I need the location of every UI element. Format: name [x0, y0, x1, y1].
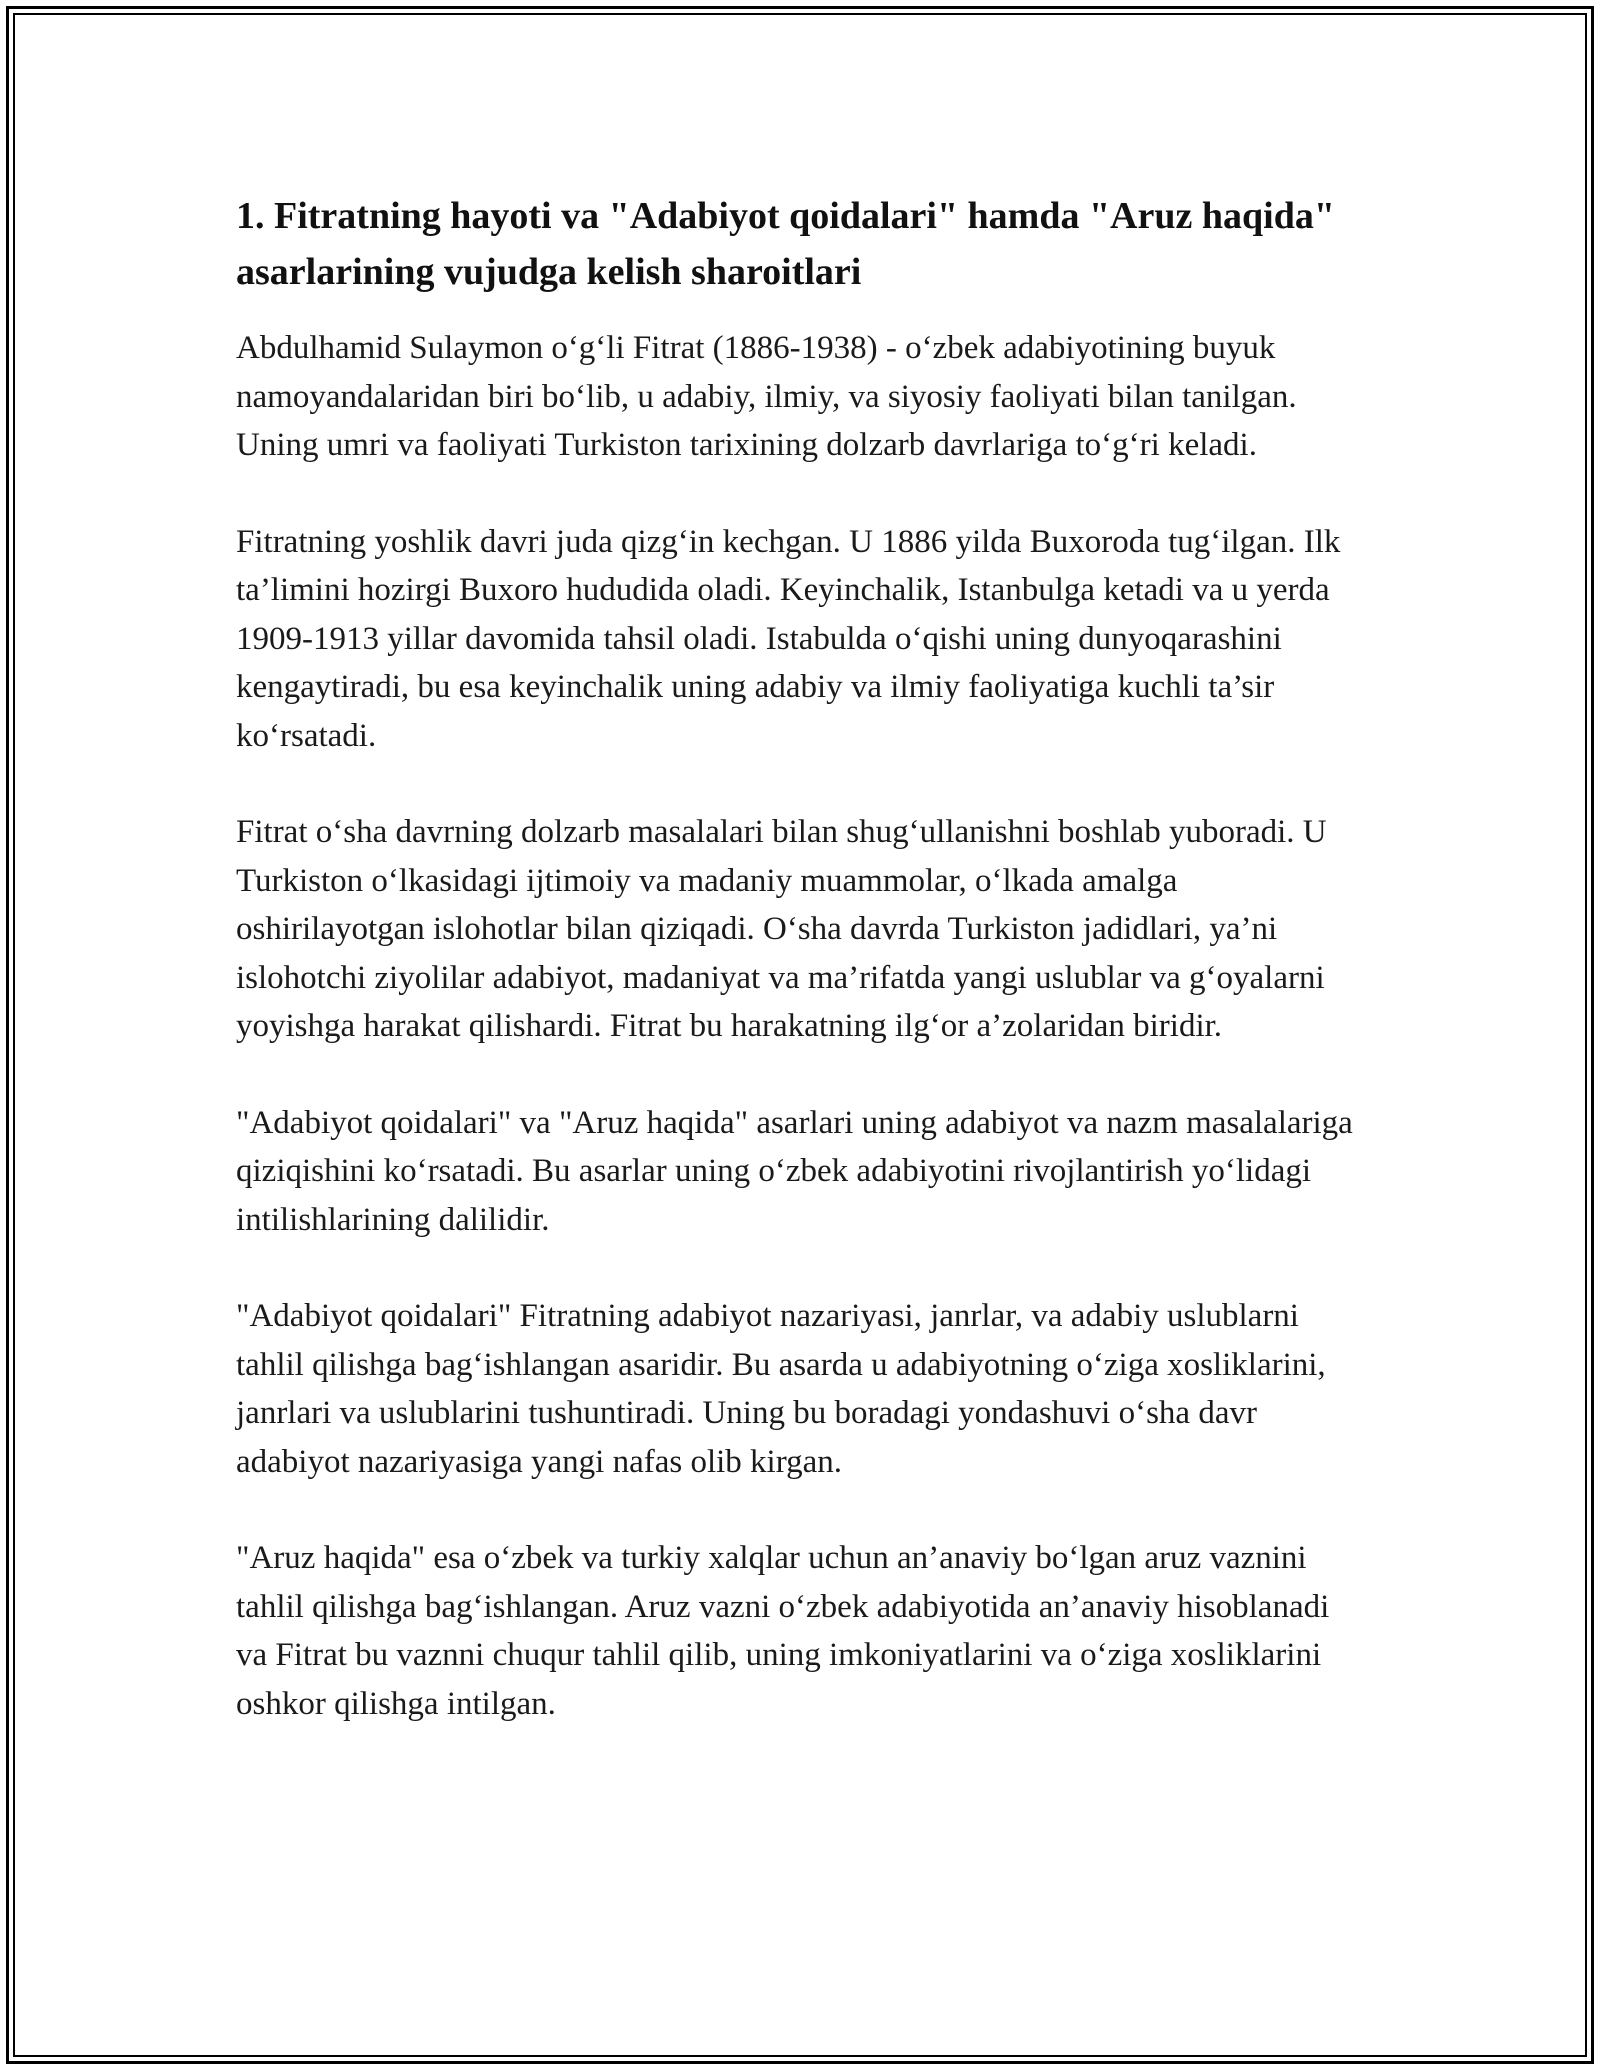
paragraph-6: "Aruz haqida" esa o‘zbek va turkiy xalqlar uchun an’anaviy bo‘lgan aruz vaznini tahlil qilishga bag‘ishlangan. Aruz vazni o‘zbek adabiyotida an’anaviy hisoblanadi va Fitrat bu vaznni chuqur tahlil qilib, uning imkoniyatlarini va o‘ziga xosliklarini oshkor qilishga intilgan. — [236, 1540, 1330, 1722]
paragraph-1: Abdulhamid Sulaymon o‘g‘li Fitrat (1886-1938) - o‘zbek adabiyotining buyuk namoyandalaridan biri bo‘lib, u adabiy, ilmiy, va siyosiy faoliyati bilan tanilgan. Uning umri va faoliyati Turkiston tarixining dolzarb davrlariga to‘g‘ri keladi. — [236, 330, 1297, 463]
section-heading: 1. Fitratning hayoti va "Adabiyot qoidalari" hamda "Aruz haqida" asarlarining vujudga kelish sharoitlari — [236, 195, 1335, 293]
paragraph-2: Fitratning yoshlik davri juda qizg‘in kechgan. U 1886 yilda Buxoroda tug‘ilgan. Ilk ta’limini hozirgi Buxoro hududida oladi. Keyinchalik, Istanbulga ketadi va u yerda 1909-1913 yillar davomida tahsil oladi. Istabulda o‘qishi uning dunyoqarashini kengaytiradi, bu esa keyinchalik uning adabiy va ilmiy faoliyatiga kuchli ta’sir ko‘rsatadi. — [236, 523, 1341, 754]
paragraph-3: Fitrat o‘sha davrning dolzarb masalalari bilan shug‘ullanishni boshlab yuboradi. U Turkiston o‘lkasidagi ijtimoiy va madaniy muammolar, o‘lkada amalga oshirilayotgan islohotlar bilan qiziqadi. O‘sha davrda Turkiston jadidlari, ya’ni islohotchi ziyolilar adabiyot, madaniyat va ma’rifatda yangi uslublar va g‘oyalarni yoyishga harakat qilishardi. Fitrat bu harakatning ilg‘or a’zolaridan biridir. — [236, 814, 1327, 1044]
paragraph-4: "Adabiyot qoidalari" va "Aruz haqida" asarlari uning adabiyot va nazm masalalariga qiziqishini ko‘rsatadi. Bu asarlar uning o‘zbek adabiyotini rivojlantirish yo‘lidagi intilishlarining dalilidir. — [236, 1104, 1353, 1238]
document-body — [236, 188, 1366, 1776]
paragraph-5: "Adabiyot qoidalari" Fitratning adabiyot nazariyasi, janrlar, va adabiy uslublarni tahlil qilishga bag‘ishlangan asaridir. Bu asarda u adabiyotning o‘ziga xosliklarini, janrlari va uslublarini tushuntiradi. Uning bu boradagi yondashuvi o‘sha davr adabiyot nazariyasiga yangi nafas olib kirgan. — [236, 1298, 1326, 1480]
